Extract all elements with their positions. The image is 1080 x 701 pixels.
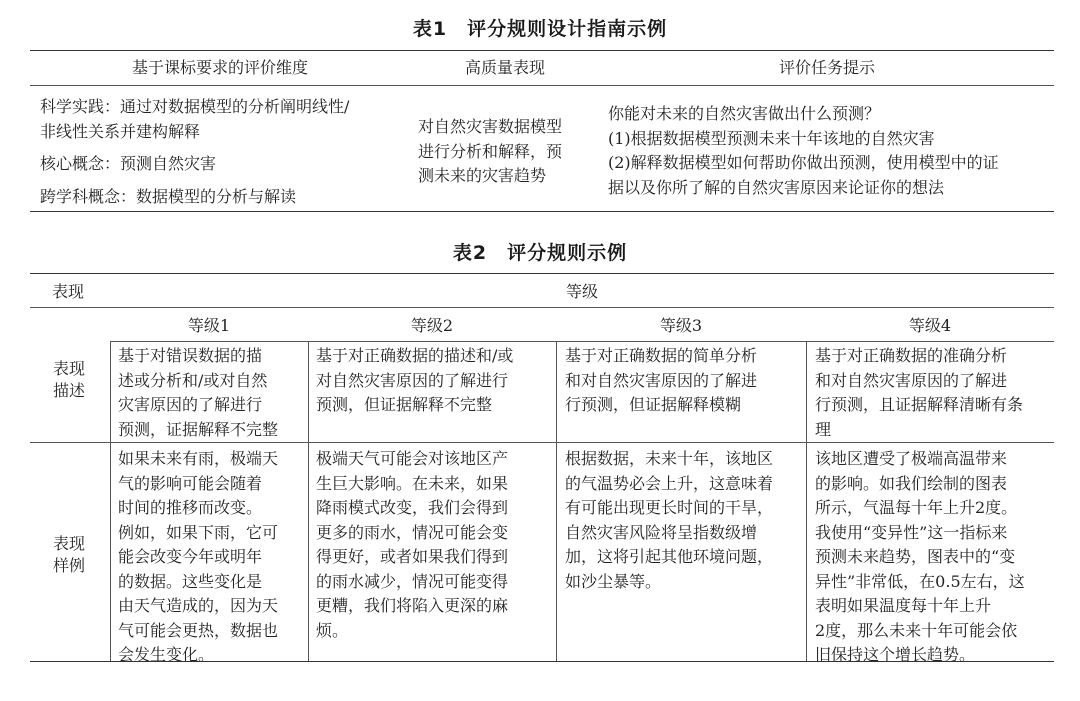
table1-performance-line: 测未来的灾害趋势: [418, 166, 547, 185]
table1-task-cell: [608, 102, 1054, 200]
table2-description-line: 基于对正确数据的准确分析: [815, 346, 1008, 365]
table2-sample-line: 如沙尘暴等。: [565, 571, 662, 591]
table1-performance-line: 进行分析和解释，预: [418, 141, 563, 161]
table1-bottom-rule: [30, 211, 1054, 212]
table1-performance-cell: [418, 115, 598, 189]
table2-row-label-description: [49, 358, 89, 402]
table2-sample-line: 根据数据，未来十年，该地区: [565, 449, 774, 468]
table2-header-rule: [30, 307, 1054, 308]
table2-sample-line: 时间的推移而改变。: [118, 498, 263, 517]
table2-description-grade-4: [815, 344, 1053, 442]
table2-row-label-line: 表现: [52, 534, 85, 553]
table2-sample-line: 2度，那么未来十年可能会依: [815, 620, 1018, 640]
table2-sample-line: 能会改变今年或明年: [118, 547, 263, 566]
table1-task-line: (1)根据数据模型预测未来十年该地的自然灾害: [608, 128, 935, 148]
table2-grade-rule: [110, 341, 1054, 342]
table1-top-rule: [30, 50, 1054, 51]
table2-description-line: 对自然灾害原因的了解进行: [316, 370, 509, 390]
table2-description-line: 基于对错误数据的描: [118, 346, 263, 365]
table2-col-divider: [806, 442, 807, 661]
table2-description-line: 理: [815, 419, 832, 439]
table2-row-label-sample: [49, 533, 89, 577]
table2-grade-3: 等级3: [659, 316, 703, 335]
table2-sample-line: 该地区遭受了极端高温带来: [815, 449, 1008, 468]
table1-header-task: 评价任务提示: [778, 58, 875, 77]
table2-sample-line: 的雨水减少，情况可能变得: [316, 571, 509, 591]
table1-header-dimension: 基于课标要求的评价维度: [131, 58, 308, 77]
table2-col-divider: [806, 341, 807, 442]
table1-dimension-cell: [40, 95, 410, 209]
table1-task-line: 你能对未来的自然灾害做出什么预测？: [608, 104, 881, 123]
table2-sample-line: 如果未来有雨，极端天: [118, 449, 279, 468]
table2-col-divider: [110, 341, 111, 442]
table2-sample-line: 有可能出现更长时间的干旱，: [565, 498, 774, 517]
table2-col-divider: [110, 442, 111, 661]
table2-title: 表2 评分规则示例: [452, 242, 628, 264]
table2-sample-line: 的影响。如我们绘制的图表: [815, 473, 1008, 493]
table2-sample-line: 会发生变化。: [118, 645, 215, 664]
table1-dimension-line: 跨学科概念：数据模型的分析与解读: [40, 186, 297, 206]
table2-description-line: 和对自然灾害原因的了解进: [815, 370, 1008, 390]
table2-grade-2: 等级2: [410, 316, 454, 335]
table2-description-line: 行预测，且证据解释清晰有条: [815, 395, 1024, 414]
table2-row-rule: [30, 442, 1054, 443]
table2-description-line: 灾害原因的了解进行: [118, 395, 263, 414]
table2-sample-line: 更糟，我们将陷入更深的麻: [316, 596, 509, 615]
table2-col-divider: [308, 442, 309, 661]
table2-sample-grade-4: [815, 447, 1053, 668]
table2-description-line: 预测，但证据解释不完整: [316, 395, 493, 414]
table2-description-line: 基于对正确数据的简单分析: [565, 346, 758, 365]
table1-title: 表1 评分规则设计指南示例: [412, 18, 668, 40]
table2-grade-1: 等级1: [187, 316, 231, 335]
table2-sample-line: 异性”非常低，在0.5左右，这: [815, 571, 1025, 591]
table2-description-grade-1: [118, 344, 306, 442]
table1-dimension-line: 非线性关系并建构解释: [40, 121, 201, 141]
table2-sample-line: 加，这将引起其他环境问题，: [565, 547, 774, 566]
table2-sample-line: 表明如果温度每十年上升: [815, 596, 992, 615]
table2-row-label-line: 样例: [52, 556, 85, 575]
table2-description-line: 基于对正确数据的描述和/或: [316, 346, 514, 365]
table2-sample-line: 我使用“变异性”这一指标来: [815, 522, 1008, 542]
table2-row-label-line: 表现: [52, 359, 85, 378]
table2-top-rule: [30, 273, 1054, 274]
table2-bottom-rule: [30, 661, 1054, 662]
table2-sample-line: 的气温势必会上升，这意味着: [565, 473, 774, 493]
table1-task-line: (2)解释数据模型如何帮助你做出预测，使用模型中的证: [608, 153, 999, 172]
table2-sample-line: 旧保持这个增长趋势。: [815, 645, 976, 664]
table2-sample-line: 由天气造成的，因为天: [118, 596, 279, 615]
table1-header-performance: 高质量表现: [464, 58, 545, 77]
table1-header-rule: [30, 85, 1054, 86]
table2-header-grade: 等级: [565, 282, 598, 301]
table2-sample-line: 极端天气可能会对该地区产: [316, 449, 509, 468]
table2-row-label-line: 描述: [52, 381, 85, 400]
table2-sample-line: 例如，如果下雨，它可: [118, 522, 279, 542]
table2-header-performance: 表现: [52, 282, 85, 301]
table2-description-line: 预测，证据解释不完整: [118, 419, 279, 439]
table1-performance-line: 对自然灾害数据模型: [418, 117, 563, 136]
table2-col-divider: [556, 341, 557, 442]
table2-col-divider: [556, 442, 557, 661]
table2-sample-line: 气可能会更热，数据也: [118, 620, 279, 640]
table2-sample-line: 生巨大影响。在未来，如果: [316, 473, 509, 493]
table2-sample-line: 烦。: [316, 620, 349, 640]
table2-sample-line: 降雨模式改变，我们会得到: [316, 498, 509, 517]
table2-sample-line: 气的影响可能会随着: [118, 473, 263, 493]
table2-sample-line: 更多的雨水，情况可能会变: [316, 522, 509, 542]
table2-description-line: 述或分析和/或对自然: [118, 370, 268, 390]
table2-sample-line: 的数据。这些变化是: [118, 571, 263, 591]
table2-sample-line: 所示，气温每十年上升2度。: [815, 498, 1018, 517]
table2-description-grade-3: [565, 344, 805, 418]
table2-description-grade-2: [316, 344, 554, 418]
table2-col-divider: [308, 341, 309, 442]
table2-sample-grade-3: [565, 447, 805, 594]
table1-dimension-line: 科学实践：通过对数据模型的分析阐明线性/: [40, 97, 350, 116]
table2-grade-4: 等级4: [908, 316, 952, 335]
table2-sample-line: 预测未来趋势，图表中的“变: [815, 547, 1016, 566]
table2-description-line: 行预测，但证据解释模糊: [565, 395, 742, 414]
table1-task-line: 据以及你所了解的自然灾害原因来论证你的想法: [608, 177, 945, 197]
table2-sample-grade-1: [118, 447, 306, 668]
table1-dimension-line: 核心概念：预测自然灾害: [40, 154, 217, 173]
table2-sample-grade-2: [316, 447, 554, 643]
table2-sample-line: 得更好，或者如果我们得到: [316, 547, 509, 566]
table2-description-line: 和对自然灾害原因的了解进: [565, 370, 758, 390]
table2-sample-line: 自然灾害风险将呈指数级增: [565, 522, 758, 542]
